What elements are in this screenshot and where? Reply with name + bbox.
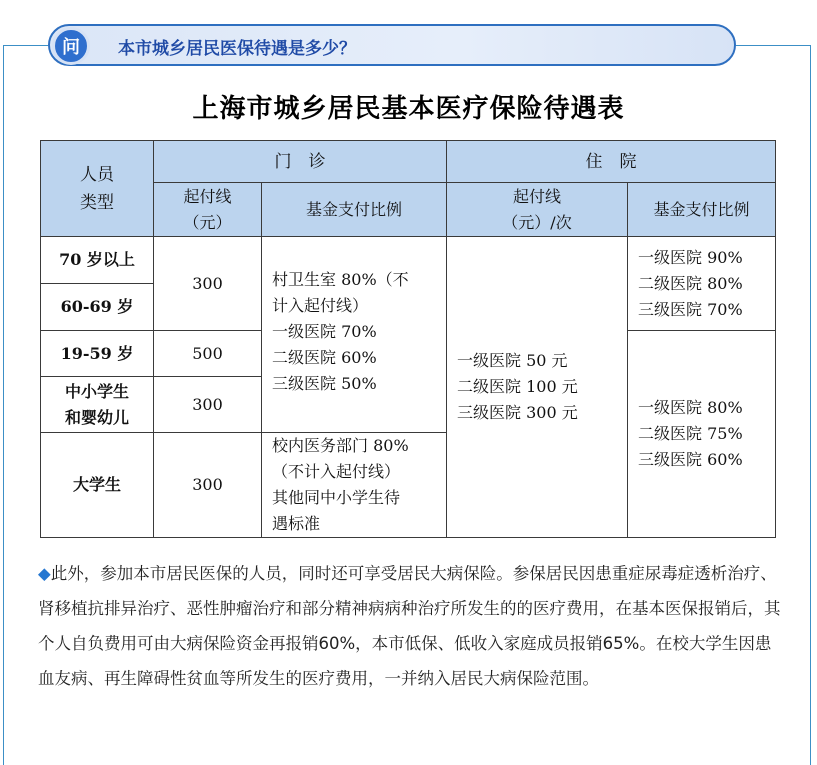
bullet-diamond-icon: ◆	[38, 564, 51, 583]
frame-line-top-left	[3, 45, 48, 46]
op-ratio-college: 校内医务部门 80% （不计入起付线） 其他同中小学生待 遇标准	[262, 433, 447, 538]
ip-deductible-all: 一级医院 50 元 二级医院 100 元 三级医院 300 元	[447, 237, 628, 538]
ip-ratio-others: 一级医院 80% 二级医院 75% 三级医院 60%	[628, 331, 776, 538]
header-inpatient: 住 院	[447, 141, 776, 183]
op-deductible-college: 300	[154, 433, 262, 538]
op-deductible-70plus-6069: 300	[154, 237, 262, 331]
frame-line-left	[3, 45, 4, 765]
row-type-students-infants: 中小学生 和婴幼儿	[41, 377, 154, 433]
supplementary-note	[38, 556, 786, 696]
ip-ratio-elderly: 一级医院 90% 二级医院 80% 三级医院 70%	[628, 237, 776, 331]
header-ip-deductible: 起付线 （元）/次	[447, 183, 628, 237]
op-deductible-students-infants: 300	[154, 377, 262, 433]
header-person-type: 人员 类型	[41, 141, 154, 237]
header-op-deductible: 起付线 （元）	[154, 183, 262, 237]
frame-line-top-right	[736, 45, 811, 46]
frame-line-right	[810, 45, 811, 765]
note-text: 此外，参加本市居民医保的人员，同时还可享受居民大病保险。参保居民因患重症尿毒症透析治疗、肾移植抗排异治疗、恶性肿瘤治疗和部分精神病病种治疗所发生的的医疗费用，在基本医保报销后，其个人自负费用可由大病保险资金再报销60%，本市低保、低收入家庭成员报销65%。在校大学生因患血友病、再生障碍性贫血等所发生的医疗费用，一并纳入居民大病保险范围。	[38, 564, 781, 688]
row-type-19to59: 19-59 岁	[41, 331, 154, 377]
benefit-table	[40, 140, 776, 538]
row-type-70plus: 70 岁以上	[41, 237, 154, 284]
question-badge: 问	[52, 27, 90, 65]
op-deductible-19to59: 500	[154, 331, 262, 377]
question-text: 本市城乡居民医保待遇是多少？	[118, 39, 356, 59]
row-type-college: 大学生	[41, 433, 154, 538]
header-op-ratio: 基金支付比例	[262, 183, 447, 237]
op-ratio-general: 村卫生室 80%（不 计入起付线） 一级医院 70% 二级医院 60% 三级医院 50%	[262, 237, 447, 433]
header-ip-ratio: 基金支付比例	[628, 183, 776, 237]
page-title: 上海市城乡居民基本医疗保险待遇表	[192, 94, 625, 124]
header-outpatient: 门 诊	[154, 141, 447, 183]
row-type-60to69: 60-69 岁	[41, 284, 154, 331]
